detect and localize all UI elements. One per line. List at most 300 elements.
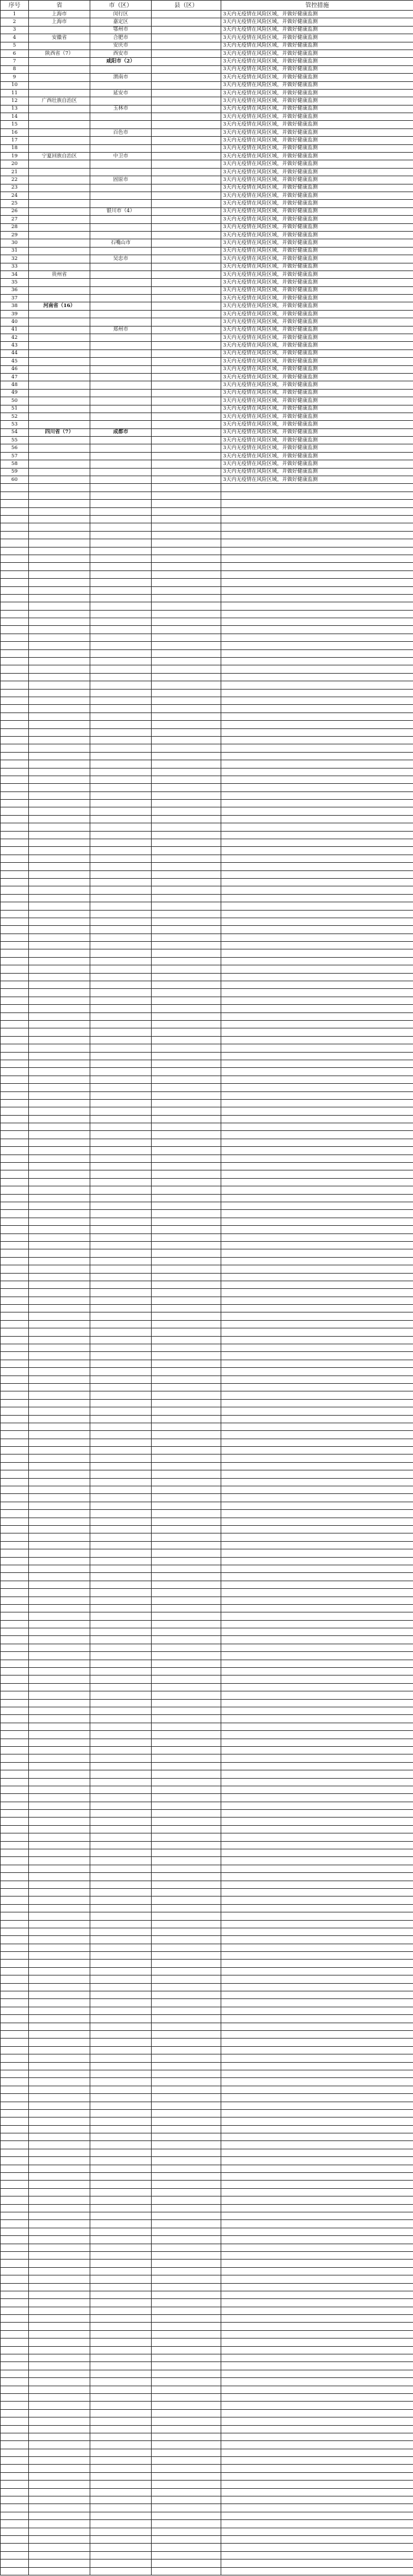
cell-city xyxy=(90,168,152,176)
cell-measures: 3天内无疫情在风险区域，并做好健康监测 xyxy=(221,74,413,81)
empty-cell xyxy=(1,2062,29,2070)
empty-cell xyxy=(1,2220,29,2228)
empty-cell xyxy=(90,2046,152,2054)
empty-cell xyxy=(29,1952,90,1960)
table-row-empty xyxy=(1,1794,413,1802)
empty-cell xyxy=(1,1888,29,1896)
empty-cell xyxy=(152,705,221,713)
empty-cell xyxy=(29,2212,90,2219)
empty-cell xyxy=(152,579,221,586)
table-row xyxy=(1,444,413,452)
table-row-empty xyxy=(1,1305,413,1312)
empty-cell xyxy=(221,2251,413,2259)
empty-cell xyxy=(90,586,152,594)
cell-county xyxy=(152,231,221,239)
empty-cell xyxy=(90,1383,152,1391)
empty-cell xyxy=(1,2520,29,2528)
table-row-empty xyxy=(1,2409,413,2417)
cell-measures: 3天内无疫情在风险区域，并做好健康监测 xyxy=(221,58,413,65)
table-row-empty xyxy=(1,1068,413,1076)
table-row-empty xyxy=(1,516,413,523)
empty-cell xyxy=(221,2512,413,2519)
empty-cell xyxy=(221,2417,413,2425)
empty-cell xyxy=(152,681,221,689)
table-row-empty xyxy=(1,1549,413,1557)
empty-cell xyxy=(152,2173,221,2181)
empty-cell xyxy=(29,531,90,539)
empty-cell xyxy=(90,649,152,657)
table-row xyxy=(1,255,413,263)
empty-cell xyxy=(29,942,90,949)
table-row-empty xyxy=(1,2039,413,2046)
empty-cell xyxy=(29,1786,90,1793)
cell-measures: 3天内无疫情在风险区域，并做好健康监测 xyxy=(221,153,413,160)
empty-cell xyxy=(152,689,221,697)
empty-cell xyxy=(152,1896,221,1904)
empty-cell xyxy=(29,1470,90,1478)
table-row-empty xyxy=(1,1312,413,1320)
empty-cell xyxy=(152,2386,221,2393)
empty-cell xyxy=(1,1194,29,1202)
empty-cell xyxy=(1,2046,29,2054)
empty-cell xyxy=(152,2567,221,2575)
empty-cell xyxy=(29,1218,90,1225)
empty-cell xyxy=(1,484,29,492)
cell-no: 31 xyxy=(1,247,29,255)
table-row-empty xyxy=(1,2149,413,2156)
empty-cell xyxy=(90,1754,152,1762)
empty-cell xyxy=(1,2173,29,2181)
cell-province xyxy=(29,65,90,73)
empty-cell xyxy=(1,1170,29,1178)
empty-cell xyxy=(152,1012,221,1020)
empty-cell xyxy=(152,1746,221,1754)
cell-province xyxy=(29,460,90,468)
empty-cell xyxy=(221,863,413,870)
empty-cell xyxy=(1,1549,29,1557)
empty-cell xyxy=(1,1202,29,1209)
empty-cell xyxy=(90,2362,152,2370)
empty-cell xyxy=(221,2425,413,2433)
empty-cell xyxy=(29,2362,90,2370)
empty-cell xyxy=(1,2125,29,2133)
cell-measures: 3天内无疫情在风险区域，并做好健康监测 xyxy=(221,168,413,176)
empty-cell xyxy=(1,2181,29,2188)
cell-county xyxy=(152,200,221,207)
empty-cell xyxy=(29,2433,90,2440)
cell-measures: 3天内无疫情在风险区域，并做好健康监测 xyxy=(221,271,413,278)
empty-cell xyxy=(152,642,221,649)
table-row-empty xyxy=(1,2054,413,2062)
empty-cell xyxy=(90,2149,152,2156)
table-row-empty xyxy=(1,1518,413,1525)
empty-cell xyxy=(152,878,221,886)
empty-cell xyxy=(221,1510,413,1518)
empty-cell xyxy=(90,2496,152,2504)
cell-county xyxy=(152,358,221,365)
cell-province xyxy=(29,437,90,444)
cell-province xyxy=(29,58,90,65)
empty-cell xyxy=(152,1675,221,1683)
cell-city xyxy=(90,421,152,428)
empty-cell xyxy=(1,1841,29,1849)
empty-cell xyxy=(152,1849,221,1857)
empty-cell xyxy=(1,2109,29,2117)
empty-cell xyxy=(221,1170,413,1178)
table-row-empty xyxy=(1,2251,413,2259)
empty-cell xyxy=(90,1376,152,1383)
empty-cell xyxy=(29,2188,90,2196)
table-row-empty xyxy=(1,2236,413,2244)
cell-no: 20 xyxy=(1,160,29,168)
empty-cell xyxy=(1,2417,29,2425)
empty-cell xyxy=(90,2536,152,2544)
empty-cell xyxy=(90,2102,152,2109)
empty-cell xyxy=(152,760,221,768)
empty-cell xyxy=(29,1502,90,1509)
empty-cell xyxy=(90,839,152,847)
empty-cell xyxy=(29,1604,90,1612)
empty-cell xyxy=(1,1683,29,1691)
empty-cell xyxy=(221,2102,413,2109)
empty-cell xyxy=(221,642,413,649)
empty-cell xyxy=(221,1399,413,1407)
empty-cell xyxy=(1,673,29,681)
cell-county xyxy=(152,468,221,476)
table-row-empty xyxy=(1,1099,413,1107)
empty-cell xyxy=(90,1502,152,1509)
empty-cell xyxy=(29,949,90,957)
table-row-empty xyxy=(1,1660,413,1667)
table-row xyxy=(1,153,413,160)
empty-cell xyxy=(29,1494,90,1502)
empty-cell xyxy=(90,2330,152,2338)
empty-cell xyxy=(90,1841,152,1849)
empty-cell xyxy=(90,1344,152,1352)
empty-cell xyxy=(29,1226,90,1233)
empty-cell xyxy=(90,1675,152,1683)
empty-cell xyxy=(90,1557,152,1565)
table-row-empty xyxy=(1,2173,413,2181)
empty-cell xyxy=(29,997,90,1004)
empty-cell xyxy=(90,531,152,539)
cell-province xyxy=(29,128,90,136)
empty-cell xyxy=(1,1281,29,1288)
empty-cell xyxy=(29,1320,90,1328)
cell-county xyxy=(152,452,221,460)
empty-cell xyxy=(29,2220,90,2228)
empty-cell xyxy=(1,1739,29,1746)
empty-cell xyxy=(1,981,29,989)
table-row-empty xyxy=(1,1597,413,1604)
empty-cell xyxy=(221,2488,413,2496)
table-row-empty xyxy=(1,1178,413,1186)
table-row-empty xyxy=(1,2370,413,2377)
empty-cell xyxy=(221,1557,413,1565)
table-row-empty xyxy=(1,1699,413,1707)
cell-county xyxy=(152,295,221,302)
cell-measures: 3天内无疫情在风险区域，并做好健康监测 xyxy=(221,444,413,452)
empty-cell xyxy=(1,2117,29,2125)
empty-cell xyxy=(29,2173,90,2181)
empty-cell xyxy=(29,1794,90,1802)
empty-cell xyxy=(221,2149,413,2156)
cell-province xyxy=(29,389,90,397)
empty-cell xyxy=(29,2125,90,2133)
cell-measures: 3天内无疫情在风险区域，并做好健康监测 xyxy=(221,437,413,444)
table-row xyxy=(1,105,413,113)
empty-cell xyxy=(90,1612,152,1620)
table-row-empty xyxy=(1,997,413,1004)
empty-cell xyxy=(29,2409,90,2417)
empty-cell xyxy=(29,1076,90,1083)
empty-cell xyxy=(29,547,90,555)
empty-cell xyxy=(152,2039,221,2046)
empty-cell xyxy=(221,1620,413,1628)
empty-cell xyxy=(1,1091,29,1099)
empty-cell xyxy=(1,1589,29,1597)
empty-cell xyxy=(152,1202,221,1209)
cell-measures: 3天内无疫情在风险区域，并做好健康监测 xyxy=(221,421,413,428)
cell-no: 4 xyxy=(1,34,29,42)
cell-no: 22 xyxy=(1,176,29,184)
empty-cell xyxy=(90,2323,152,2330)
empty-cell xyxy=(221,1518,413,1525)
empty-cell xyxy=(1,894,29,902)
cell-measures: 3天内无疫情在风险区域，并做好健康监测 xyxy=(221,295,413,302)
cell-no: 32 xyxy=(1,255,29,263)
empty-cell xyxy=(29,744,90,752)
empty-cell xyxy=(221,1281,413,1288)
empty-cell xyxy=(152,728,221,736)
empty-cell xyxy=(221,2481,413,2488)
table-row-empty xyxy=(1,760,413,768)
cell-city xyxy=(90,223,152,231)
table-row xyxy=(1,160,413,168)
cell-measures: 3天内无疫情在风险区域，并做好健康监测 xyxy=(221,247,413,255)
empty-cell xyxy=(29,1928,90,1935)
empty-cell xyxy=(1,2449,29,2456)
empty-cell xyxy=(29,815,90,823)
empty-cell xyxy=(221,989,413,997)
empty-cell xyxy=(221,1794,413,1802)
table-row-empty xyxy=(1,918,413,925)
table-row-empty xyxy=(1,1052,413,1060)
empty-cell xyxy=(1,1178,29,1186)
empty-cell xyxy=(90,1944,152,1951)
cell-no: 56 xyxy=(1,444,29,452)
empty-cell xyxy=(90,957,152,965)
empty-cell xyxy=(152,507,221,515)
table-row-empty xyxy=(1,1163,413,1170)
empty-cell xyxy=(90,1407,152,1415)
empty-cell xyxy=(152,910,221,918)
empty-cell xyxy=(221,1715,413,1723)
empty-cell xyxy=(221,2031,413,2039)
empty-cell xyxy=(152,1407,221,1415)
empty-cell xyxy=(29,2283,90,2291)
empty-cell xyxy=(1,2551,29,2559)
empty-cell xyxy=(221,1462,413,1470)
empty-cell xyxy=(221,1888,413,1896)
empty-cell xyxy=(29,1746,90,1754)
empty-cell xyxy=(152,934,221,941)
empty-cell xyxy=(90,2054,152,2062)
cell-no: 29 xyxy=(1,231,29,239)
empty-cell xyxy=(221,2299,413,2307)
empty-cell xyxy=(29,2031,90,2039)
cell-county xyxy=(152,255,221,263)
cell-measures: 3天内无疫情在风险区域，并做好健康监测 xyxy=(221,413,413,420)
table-row xyxy=(1,342,413,349)
empty-cell xyxy=(152,1944,221,1951)
empty-cell xyxy=(152,736,221,744)
empty-cell xyxy=(152,1021,221,1028)
empty-cell xyxy=(152,1336,221,1344)
empty-cell xyxy=(90,2315,152,2323)
empty-cell xyxy=(29,1770,90,1778)
empty-cell xyxy=(152,1399,221,1407)
cell-province xyxy=(29,42,90,50)
table-row-empty xyxy=(1,2465,413,2472)
cell-county xyxy=(152,11,221,18)
empty-cell xyxy=(221,1226,413,1233)
table-row-empty xyxy=(1,2133,413,2141)
cell-measures: 3天内无疫情在风险区域，并做好健康监测 xyxy=(221,476,413,484)
empty-cell xyxy=(29,539,90,547)
empty-cell xyxy=(29,1589,90,1597)
empty-cell xyxy=(90,1328,152,1336)
empty-cell xyxy=(152,1557,221,1565)
empty-cell xyxy=(152,1723,221,1730)
empty-cell xyxy=(29,863,90,870)
cell-province xyxy=(29,239,90,247)
empty-cell xyxy=(90,1123,152,1131)
empty-cell xyxy=(152,1099,221,1107)
empty-cell xyxy=(221,2346,413,2354)
empty-cell xyxy=(221,965,413,973)
empty-cell xyxy=(152,1147,221,1155)
empty-cell xyxy=(29,1628,90,1636)
empty-cell xyxy=(90,2481,152,2488)
cell-measures: 3天内无疫情在风险区域，并做好健康监测 xyxy=(221,460,413,468)
table-row-empty xyxy=(1,2559,413,2567)
empty-cell xyxy=(90,1983,152,1991)
cell-province xyxy=(29,184,90,192)
empty-cell xyxy=(29,2559,90,2567)
empty-cell xyxy=(152,1810,221,1818)
empty-cell xyxy=(152,2370,221,2377)
cell-county xyxy=(152,223,221,231)
empty-cell xyxy=(29,2457,90,2465)
empty-cell xyxy=(90,1368,152,1376)
empty-cell xyxy=(29,1549,90,1557)
cell-no: 51 xyxy=(1,405,29,413)
empty-cell xyxy=(90,1904,152,1912)
empty-cell xyxy=(29,2149,90,2156)
empty-cell xyxy=(90,2512,152,2519)
table-row-empty xyxy=(1,1526,413,1533)
empty-cell xyxy=(221,1478,413,1486)
empty-cell xyxy=(90,926,152,934)
empty-cell xyxy=(152,2102,221,2109)
cell-county xyxy=(152,26,221,34)
table-row xyxy=(1,81,413,89)
empty-cell xyxy=(1,1399,29,1407)
table-row-empty xyxy=(1,1857,413,1865)
cell-province xyxy=(29,113,90,121)
empty-cell xyxy=(1,507,29,515)
empty-cell xyxy=(29,1967,90,1975)
empty-cell xyxy=(90,989,152,997)
empty-cell xyxy=(90,570,152,578)
empty-cell xyxy=(1,1802,29,1809)
empty-cell xyxy=(1,2315,29,2323)
empty-cell xyxy=(29,2330,90,2338)
cell-city xyxy=(90,358,152,365)
empty-cell xyxy=(29,800,90,807)
empty-cell xyxy=(221,2260,413,2267)
table-row xyxy=(1,318,413,326)
cell-measures: 3天内无疫情在风险区域，并做好健康监测 xyxy=(221,50,413,57)
empty-cell xyxy=(90,997,152,1004)
empty-cell xyxy=(152,2133,221,2141)
empty-cell xyxy=(29,1123,90,1131)
empty-cell xyxy=(152,997,221,1004)
table-row-empty xyxy=(1,570,413,578)
cell-measures: 3天内无疫情在风险区域，并做好健康监测 xyxy=(221,342,413,349)
cell-no: 25 xyxy=(1,200,29,207)
table-row-empty xyxy=(1,2196,413,2204)
empty-cell xyxy=(29,586,90,594)
empty-cell xyxy=(221,555,413,562)
empty-cell xyxy=(29,594,90,602)
table-row-empty xyxy=(1,1810,413,1818)
empty-cell xyxy=(152,2472,221,2480)
empty-cell xyxy=(221,1486,413,1494)
empty-cell xyxy=(1,1786,29,1793)
table-row xyxy=(1,97,413,105)
empty-cell xyxy=(152,1462,221,1470)
empty-cell xyxy=(152,1084,221,1091)
empty-cell xyxy=(221,1731,413,1739)
empty-cell xyxy=(90,1849,152,1857)
empty-cell xyxy=(1,839,29,847)
empty-cell xyxy=(90,2275,152,2283)
table-row-empty xyxy=(1,649,413,657)
table-row-empty xyxy=(1,713,413,720)
table-row xyxy=(1,452,413,460)
cell-county xyxy=(152,65,221,73)
cell-no: 38 xyxy=(1,302,29,310)
empty-cell xyxy=(1,1368,29,1376)
empty-cell xyxy=(221,1739,413,1746)
empty-cell xyxy=(90,2567,152,2575)
empty-cell xyxy=(152,2504,221,2512)
empty-cell xyxy=(221,1233,413,1241)
empty-cell xyxy=(29,2196,90,2204)
empty-cell xyxy=(152,752,221,760)
cell-no: 28 xyxy=(1,223,29,231)
empty-cell xyxy=(1,1241,29,1249)
empty-cell xyxy=(90,2465,152,2472)
empty-cell xyxy=(29,2425,90,2433)
empty-cell xyxy=(152,957,221,965)
empty-cell xyxy=(29,523,90,531)
empty-cell xyxy=(1,1825,29,1833)
table-row xyxy=(1,365,413,373)
cell-province: 广西壮族自治区 xyxy=(29,97,90,105)
